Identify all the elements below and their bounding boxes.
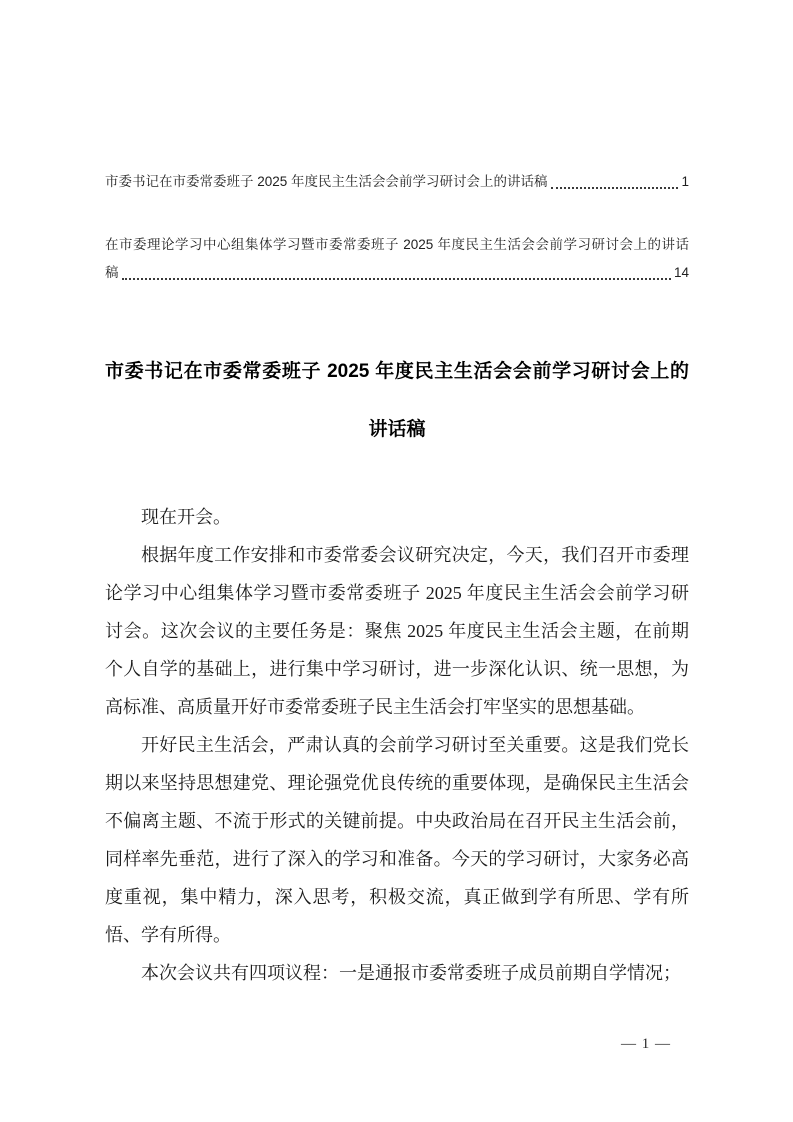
toc-page-number: 1 — [681, 174, 689, 189]
toc-entry-row — [105, 168, 689, 196]
paragraph: 现在开会。 — [141, 507, 231, 527]
document-body — [105, 498, 689, 992]
toc-entry-title: 市委书记在市委常委班子 2025 年度民主生活会会前学习研讨会上的讲话稿 — [105, 174, 548, 189]
toc-entry — [105, 168, 689, 196]
page-number-footer: — 1 — — [621, 1036, 671, 1052]
document-title — [105, 343, 689, 459]
toc-entry-title: 在市委理论学习中心组集体学习暨市委常委班子 2025 年度民主生活会会前学习研讨会上的讲话 — [105, 237, 689, 252]
toc-page-number: 14 — [673, 265, 689, 280]
table-of-contents — [105, 168, 689, 287]
paragraph: 根据年度工作安排和市委常委会议研究决定，今天，我们召开市委理论学习中心组集体学习暨市委常委班子 2025 年度民主生活会会前学习研讨会。这次会议的主要任务是：聚焦 2025 年度民主生活会主题，在前期个人自学的基础上，进行集中学习研讨，进一步深化认识、统一思想，为高标准、高质量开好市委常委班子民主生活会打牢坚实的思想基础。 — [105, 545, 689, 717]
toc-dot-leader — [122, 278, 671, 280]
paragraph: 开好民主生活会，严肃认真的会前学习研讨至关重要。这是我们党长期以来坚持思想建党、理论强党优良传统的重要体现，是确保民主生活会不偏离主题、不流于形式的关键前提。中央政治局在召开民主生活会前，同样率先垂范，进行了深入的学习和准备。今天的学习研讨，大家务必高度重视，集中精力，深入思考，积极交流，真正做到学有所思、学有所悟、学有所得。 — [105, 735, 689, 945]
toc-dot-leader — [551, 187, 679, 189]
toc-entry-row — [105, 259, 689, 287]
toc-entry-title-continuation: 稿 — [105, 265, 119, 280]
toc-entry — [105, 231, 689, 287]
document-title-line-2: 讲话稿 — [368, 419, 426, 440]
paragraph: 本次会议共有四项议程：一是通报市委常委班子成员前期自学情况； — [141, 963, 681, 983]
document-title-line-1: 市委书记在市委常委班子 2025 年度民主生活会会前学习研讨会上的 — [105, 361, 689, 382]
